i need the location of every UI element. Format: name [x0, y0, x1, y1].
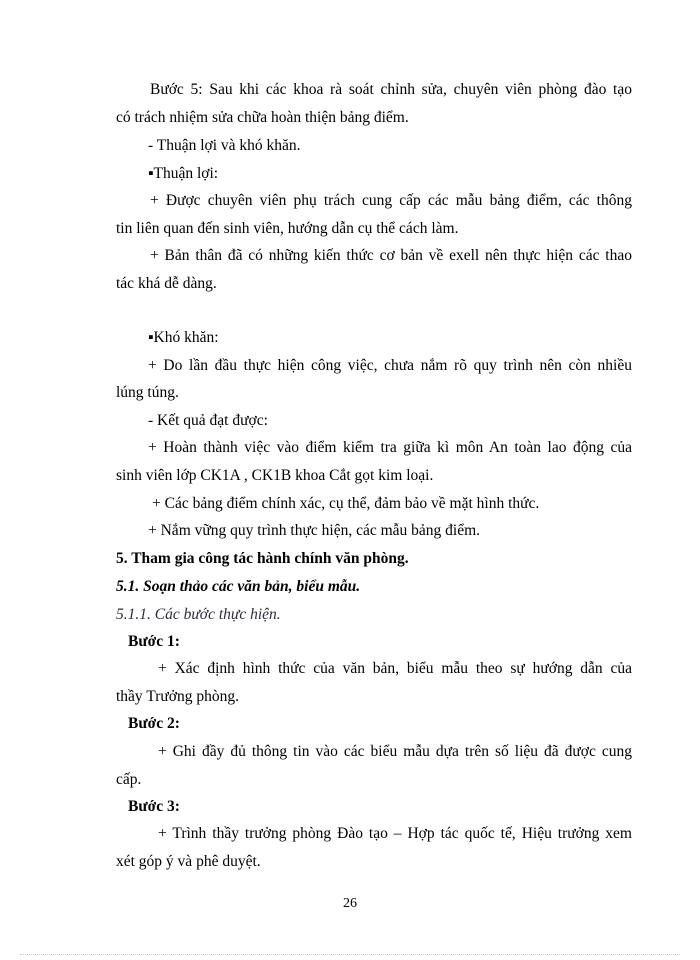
advantage-2-line2: tác khá dễ dàng. — [116, 275, 217, 292]
advantage-1-line2: tin liên quan đến sinh viên, hướng dẫn cụ thể cách làm. — [116, 220, 459, 237]
section-5-heading: 5. Tham gia công tác hành chính văn phòng. — [116, 550, 409, 567]
difficulty-1-line2: lúng túng. — [116, 384, 179, 401]
result-1-line2: sinh viên lớp CK1A , CK1B khoa Cắt gọt kim loại. — [116, 467, 434, 484]
step-2-line2: cấp. — [116, 771, 142, 788]
page-number: 26 — [343, 896, 357, 911]
advantage-2-line1: + Bản thân đã có những kiến thức cơ bản về exell nên thực hiện các thao — [150, 247, 632, 264]
advantage-1-line1: + Được chuyên viên phụ trách cung cấp các mẫu bảng điểm, các thông — [150, 192, 632, 209]
step-1-label: Bước 1: — [128, 633, 180, 650]
step5-text-line1: Bước 5: Sau khi các khoa rà soát chỉnh sửa, chuyên viên phòng đào tạo — [150, 81, 632, 98]
step-2-line1: + Ghi đầy đủ thông tin vào các biểu mẫu dựa trên số liệu đã được cung — [158, 743, 632, 760]
step5-text-line2: có trách nhiệm sửa chữa hoàn thiện bảng điểm. — [116, 109, 409, 126]
section-5-1-heading: 5.1. Soạn thảo các văn bản, biểu mẫu. — [116, 578, 361, 595]
page-bottom-divider — [20, 954, 680, 955]
result-1-line1: + Hoàn thành việc vào điểm kiểm tra giữa kì môn An toàn lao động của — [148, 439, 632, 456]
step-3-label: Bước 3: — [128, 798, 180, 815]
section-5-1-1-heading: 5.1.1. Các bước thực hiện. — [116, 606, 281, 623]
step-1-line2: thầy Trưởng phòng. — [116, 688, 239, 705]
step-3-line2: xét góp ý và phê duyệt. — [116, 853, 261, 870]
step-1-line1: + Xác định hình thức của văn bản, biểu mẫu theo sự hướng dẫn của — [158, 660, 632, 677]
advantages-difficulties-heading: - Thuận lợi và khó khăn. — [148, 137, 301, 154]
step-2-label: Bước 2: — [128, 715, 180, 732]
difficulty-1-line1: + Do lần đầu thực hiện công việc, chưa nắm rõ quy trình nên còn nhiều — [148, 357, 632, 374]
results-heading: - Kết quả đạt được: — [148, 412, 268, 429]
difficulties-label: ▪Khó khăn: — [148, 329, 219, 346]
step-3-line1: + Trình thầy trưởng phòng Đào tạo – Hợp tác quốc tế, Hiệu trưởng xem — [158, 825, 632, 842]
result-3: + Nắm vững quy trình thực hiện, các mẫu bảng điểm. — [148, 522, 481, 539]
advantages-label: ▪Thuận lợi: — [148, 165, 219, 182]
result-2: + Các bảng điểm chính xác, cụ thể, đảm bảo về mặt hình thức. — [152, 495, 540, 512]
